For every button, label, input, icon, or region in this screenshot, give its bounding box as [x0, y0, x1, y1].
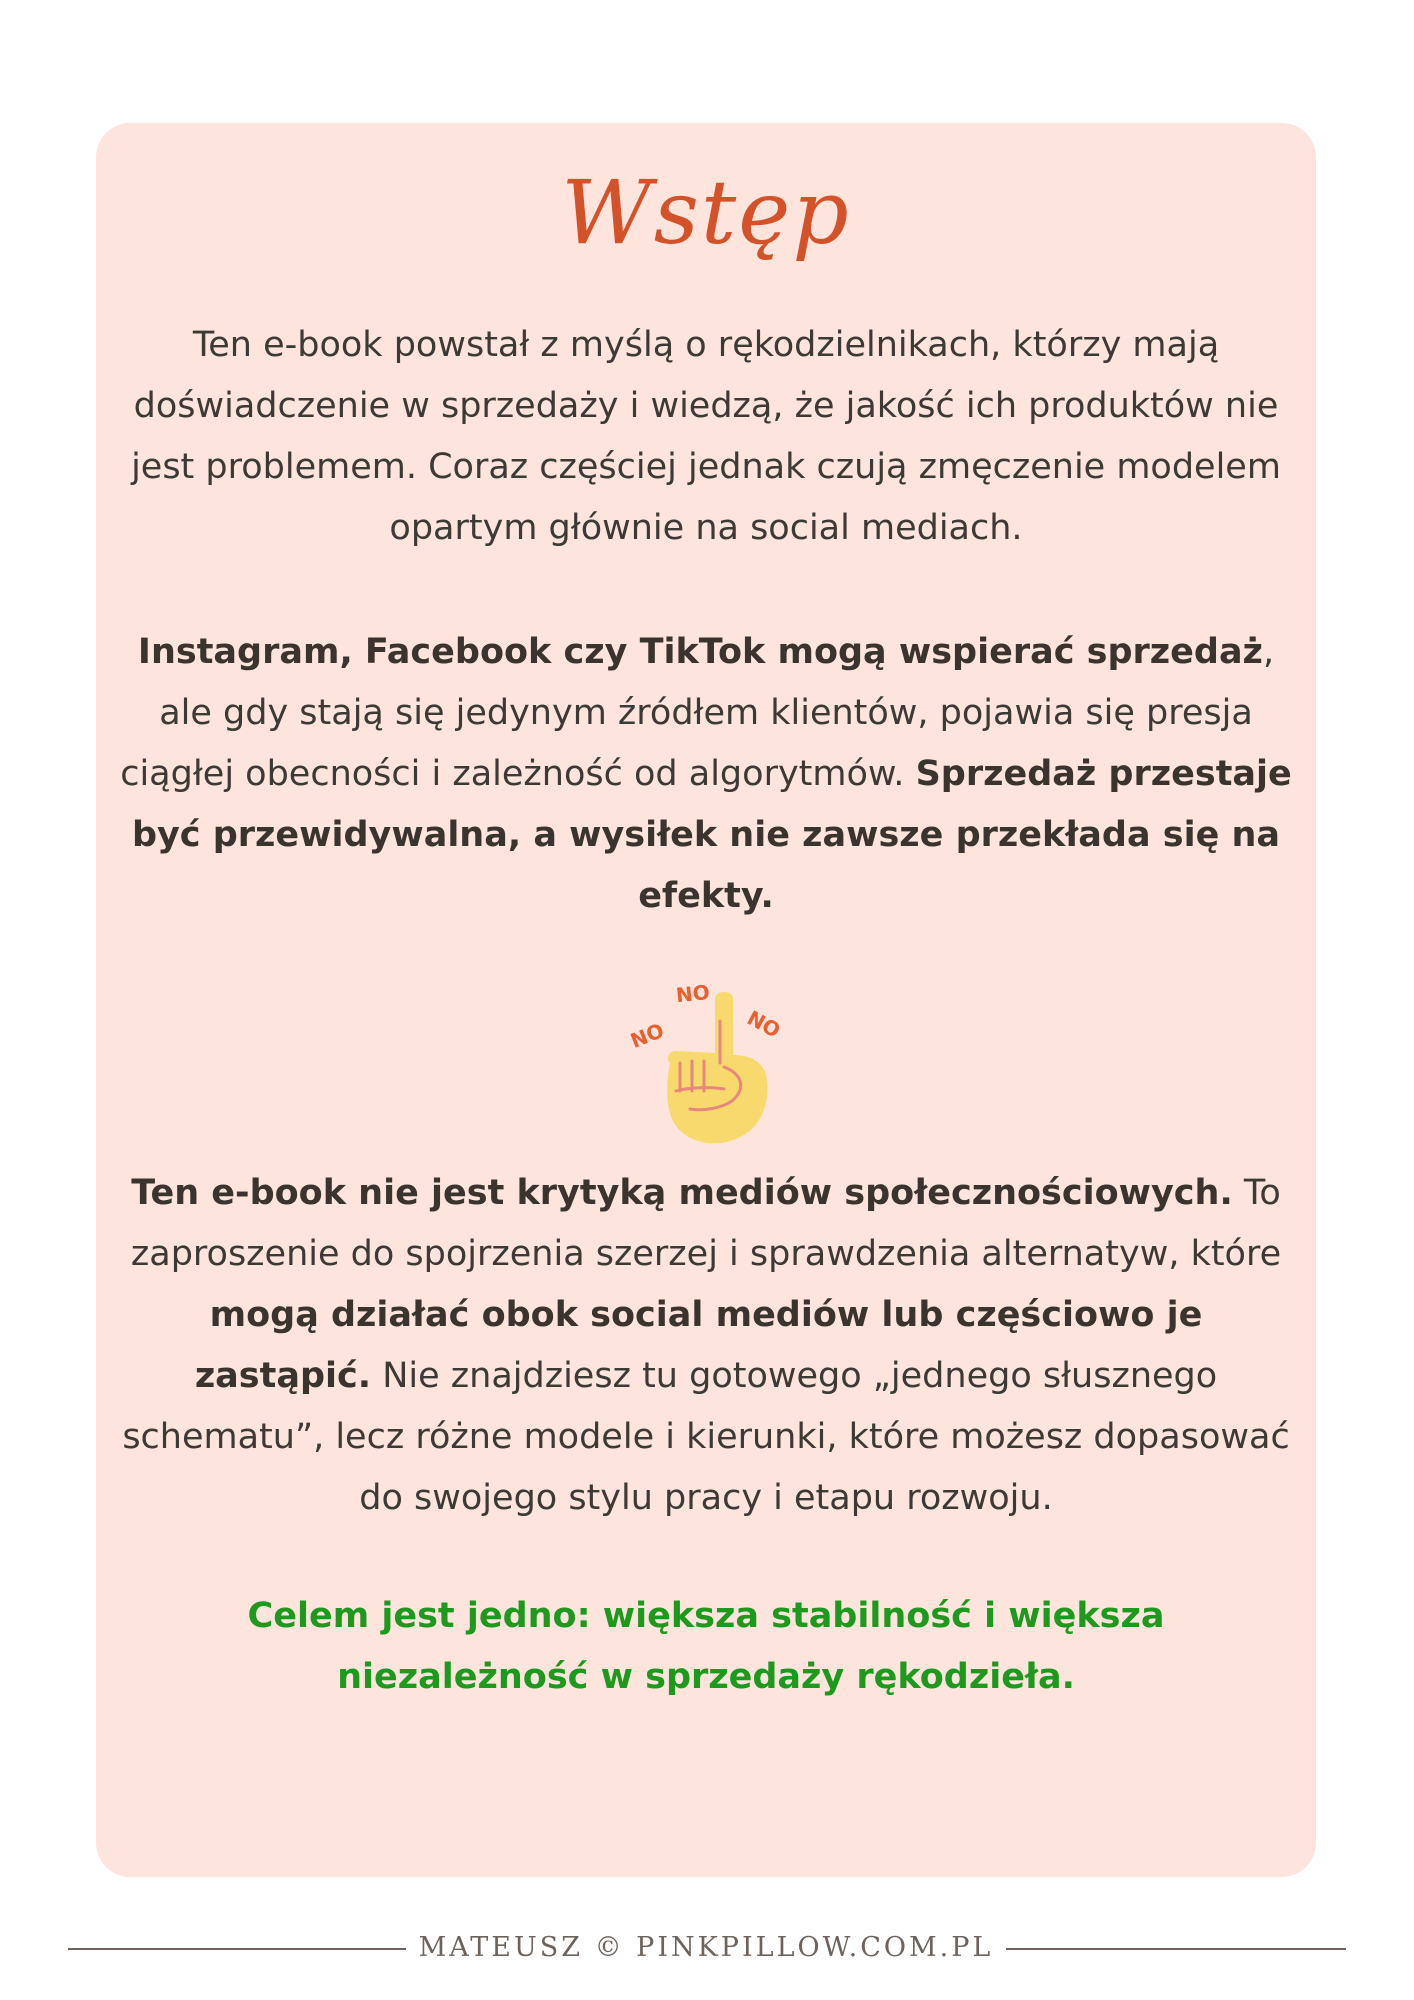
content-card [96, 123, 1316, 1877]
bold-text: Ten e-book nie jest krytyką mediów społecznościowych. [131, 1173, 1233, 1213]
footer-divider [68, 1948, 406, 1950]
bold-text: Instagram, Facebook czy TikTok mogą wspierać sprzedaż [137, 632, 1263, 672]
body-text: To zaproszenie do spojrzenia szerzej i sprawdzenia alternatyw, które [130, 1173, 1282, 1274]
social-media-paragraph [116, 622, 1296, 927]
body-text: Nie znajdziesz tu gotowego „jednego słusznego schematu”, lecz różne modele i kierunki, które możesz dopasować do swojego stylu pracy i etapu rozwoju. [122, 1356, 1290, 1518]
page-title: Wstęp [561, 161, 851, 264]
bold-text: mogą działać obok social mediów lub częściowo je zastąpić. [194, 1295, 1203, 1396]
no-label: NO [627, 1018, 668, 1054]
goal-paragraph: Celem jest jedno: większa stabilność i większa niezależność w sprzedaży rękodzieła. [247, 1596, 1165, 1697]
intro-paragraph: Ten e-book powstał z myślą o rękodzielnikach, którzy mają doświadczenie w sprzedaży i wiedzą, że jakość ich produktów nie jest problemem. Coraz częściej jednak czują zmęczenie modelem opartym głównie na social mediach. [131, 325, 1281, 548]
body-text: , ale gdy stają się jedynym źródłem klientów, pojawia się presja ciągłej obecności i zależność od algorytmów. [120, 632, 1275, 794]
no-label: NO [743, 1005, 785, 1043]
alternatives-paragraph [116, 1163, 1296, 1529]
page-footer [0, 1928, 1414, 1968]
no-label: NO [674, 980, 711, 1008]
footer-divider [1006, 1948, 1346, 1950]
bold-text: Sprzedaż przestaje być przewidywalna, a wysiłek nie zawsze przekłada się na efekty. [131, 754, 1292, 916]
footer-text: MATEUSZ © PINKPILLOW.COM.PL [418, 1932, 994, 1963]
wagging-finger-icon [620, 963, 800, 1153]
